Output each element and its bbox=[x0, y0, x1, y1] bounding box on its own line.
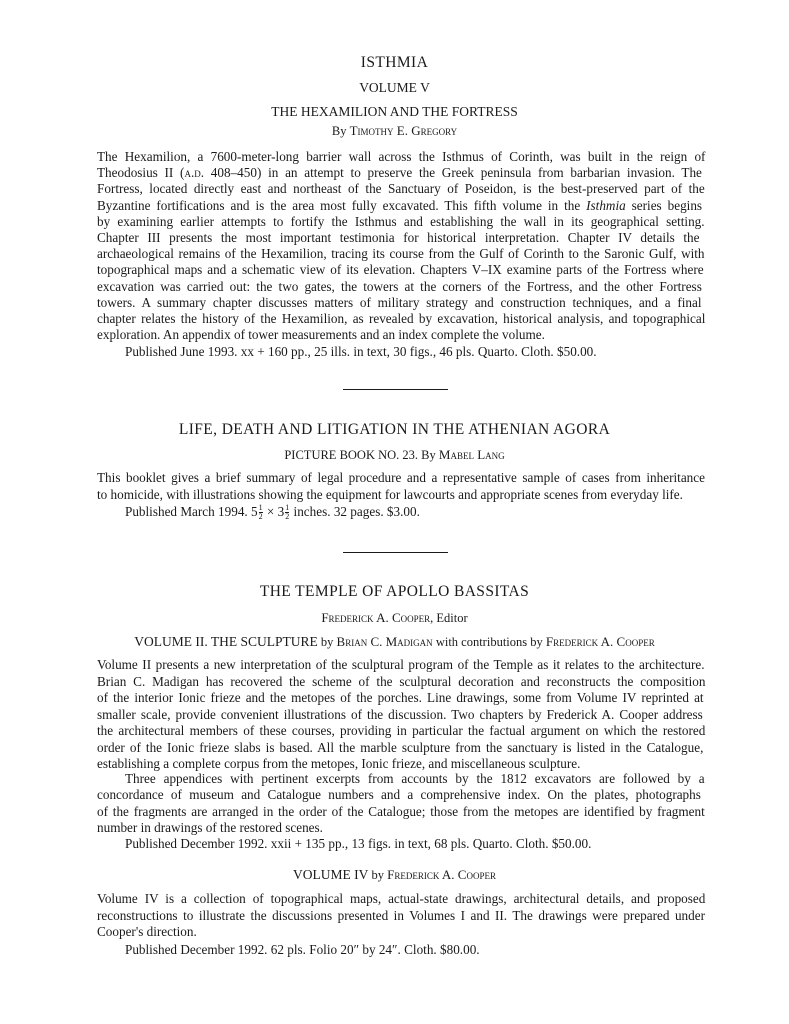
isthmia-byline bbox=[0, 123, 789, 139]
text-line: Cooper's direction. bbox=[97, 924, 197, 939]
vol4-by: by bbox=[371, 868, 385, 882]
agora-published bbox=[125, 504, 420, 521]
vol2-published: Published December 1992. xxii + 135 pp., 13 figs. in text, 68 pls. Quarto. Cloth. $50.00. bbox=[125, 836, 592, 851]
text-line: reconstructions to illustrate the discussions presented in Volumes I and II. The drawings were prepared under bbox=[97, 907, 705, 923]
agora-published-post: inches. 32 pages. $3.00. bbox=[290, 504, 420, 519]
apollo-editor-line bbox=[0, 610, 789, 626]
apollo-vol2-heading bbox=[0, 634, 789, 650]
editor-suffix: , Editor bbox=[430, 611, 468, 625]
apollo-editor: Frederick A. Cooper bbox=[321, 610, 431, 625]
vol4-label: VOLUME IV bbox=[293, 867, 369, 882]
text-line: Volume II presents a new interpretation of the sculptural program of the Temple as it relates to the architecture. bbox=[97, 657, 705, 672]
text-line: The Hexamilion, a 7600-meter-long barrier wall across the Isthmus of Corinth, was built in the reign of bbox=[97, 149, 706, 164]
text-line: the architectural members of these courses, providing in particular the factual argument on which the restored bbox=[97, 723, 706, 738]
vol2-contributor: Frederick A. Cooper bbox=[545, 634, 655, 649]
section-divider bbox=[343, 389, 448, 390]
text-line: exploration. An appendix of tower measurements and an index complete the volume. bbox=[97, 327, 545, 343]
vol4-author: Frederick A. Cooper bbox=[387, 867, 496, 882]
fraction-half: $\frac{1}{2}$ bbox=[285, 503, 290, 522]
agora-series: PICTURE BOOK NO. 23. bbox=[284, 448, 419, 462]
text-line: Fortress, located directly east and northeast of the Sanctuary of Poseidon, is the best-preserved part of the bbox=[97, 181, 705, 197]
isthmia-volume: VOLUME V bbox=[359, 80, 430, 95]
text-line: Chapter III presents the most important testimonia for historical interpretation. Chapter IV details the bbox=[97, 230, 700, 245]
isthmia-published: Published June 1993. xx + 160 pp., 25 ills. in text, 30 figs., 46 pls. Quarto. Cloth. $50.00. bbox=[125, 344, 597, 359]
text-line: establishing a complete corpus from the metopes, Ionic frieze, and miscellaneous sculpture. bbox=[97, 756, 581, 771]
text-line: concordance of museum and Catalogue numbers and a comprehensive index. On the plates, photographs bbox=[97, 787, 701, 803]
text-line: towers. A summary chapter discusses matters of military strategy and construction techniques, and a final bbox=[97, 294, 702, 310]
byline-by: By bbox=[331, 124, 347, 138]
agora-published-pre: Published March 1994. 5 bbox=[125, 504, 258, 519]
text-line: This booklet gives a brief summary of legal procedure and a representative sample of cases from inheritance bbox=[97, 470, 705, 485]
section-divider bbox=[343, 552, 448, 553]
apollo-title: THE TEMPLE OF APOLLO BASSITAS bbox=[259, 583, 530, 600]
isthmia-subtitle: THE HEXAMILION AND THE FORTRESS bbox=[271, 104, 518, 119]
text-line: Volume IV is a collection of topographical maps, actual-state drawings, architectural details, and proposed bbox=[97, 891, 706, 906]
text-line: Byzantine fortifications and is the area most fully excavated. This fifth volume in the Isthmia series begins bbox=[97, 197, 703, 213]
vol2-author: Brian C. Madigan bbox=[336, 634, 433, 649]
text-line: of the interior Ionic frieze and the metopes of the porches. Line drawings, some from Volume IV reprinted at bbox=[97, 690, 704, 705]
text-line: topographical maps and a schematic view of its elevation. Chapters V–IX examine parts of the Fortress where bbox=[97, 262, 704, 278]
text-line: archaeological remains of the Hexamilion, tracing its course from the Gulf of Corinth to the Saronic Gulf, with bbox=[97, 246, 705, 262]
agora-author: Mabel Lang bbox=[438, 447, 505, 462]
vol2-by: by bbox=[320, 635, 334, 649]
vol2-with: with contributions by bbox=[435, 635, 543, 649]
text-line: to homicide, with illustrations showing the equipment for lawcourts and appropriate scenes from everyday life. bbox=[97, 486, 683, 502]
isthmia-title: ISTHMIA bbox=[360, 54, 429, 71]
text-line: excavation was carried out: the two gates, the towers at the corners of the Fortress, and the other Fortress bbox=[97, 278, 702, 294]
text-line: Three appendices with pertinent excerpts from accounts by the 1812 excavators are followed by a bbox=[125, 771, 705, 786]
text-line: smaller scale, provide convenient illustrations of the discussion. Two chapters by Frederick A. Cooper address bbox=[97, 706, 703, 722]
agora-published-mid: × 3 bbox=[263, 504, 285, 519]
text-line: chapter relates the history of the Hexamilion, as revealed by excavation, historical analysis, and topographical bbox=[97, 311, 706, 326]
byline-by: By bbox=[421, 448, 436, 462]
apollo-vol4-heading bbox=[0, 867, 789, 883]
text-line: number in drawings of the restored scenes. bbox=[97, 819, 323, 835]
isthmia-author: Timothy E. Gregory bbox=[349, 123, 458, 138]
agora-byline bbox=[0, 447, 789, 463]
agora-title: LIFE, DEATH AND LITIGATION IN THE ATHENIAN AGORA bbox=[178, 421, 611, 438]
text-line: of the fragments are arranged in the order of the Catalogue; those from the metopes are identified by fragment bbox=[97, 803, 705, 819]
fraction-half: $\frac{1}{2}$ bbox=[258, 503, 263, 522]
vol4-published: Published December 1992. 62 pls. Folio 20″ by 24″. Cloth. $80.00. bbox=[125, 942, 480, 957]
text-line: Brian C. Madigan has recovered the scheme of the sculptural decoration and reconstructs the composition bbox=[97, 673, 706, 689]
text-line: Theodosius II (a.d. 408–450) in an attempt to preserve the Greek peninsula from barbarian invasion. The bbox=[97, 165, 702, 181]
vol2-label: VOLUME II. THE SCULPTURE bbox=[134, 634, 318, 649]
text-line: by examining earlier attempts to fortify the Isthmus and establishing the wall in its geographical setting. bbox=[97, 213, 705, 229]
text-line: order of the Ionic frieze slabs is based. All the marble sculpture from the sanctuary is listed in the Catalogue, bbox=[97, 739, 704, 755]
